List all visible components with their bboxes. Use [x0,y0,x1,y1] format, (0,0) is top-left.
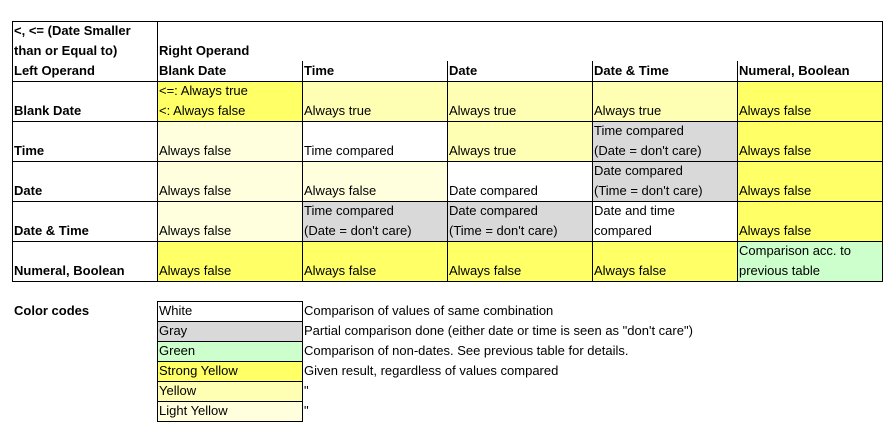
table-cell [447,241,592,281]
grid-line [12,21,883,22]
table-cell [592,81,737,121]
grid-line [447,61,448,282]
table-cell [737,161,882,201]
cell-text-line: (Time = don't care) [449,223,558,238]
table-cell [447,161,592,201]
column-header: Date [449,63,478,78]
cell-text-line: Comparison acc. to [739,243,851,258]
cell-text-line: Always false [594,263,667,278]
cell-text-line: Always false [159,223,232,238]
cell-text-line: Always true [449,143,517,158]
row-label: Date & Time [14,223,89,238]
cell-text-line: (Time = don't care) [594,183,703,198]
legend-description: Comparison of non-dates. See previous table for details. [304,343,629,358]
right-operand-header: Right Operand [159,43,250,58]
grid-line [12,241,883,242]
column-header: Numeral, Boolean [739,63,850,78]
cell-text-line: Always false [739,183,812,198]
legend-swatch: Gray [157,321,302,341]
cell-text-line: Always false [304,183,377,198]
row-label: Blank Date [14,103,82,118]
legend-line [157,301,158,422]
grid-line [592,61,593,282]
table-cell [592,121,737,161]
table-title [12,21,157,61]
cell-text-line: <: Always false [159,103,246,118]
grid-line [12,21,13,282]
cell-text-line: <=: Always true [159,83,248,98]
cell-text-line: Date compared [449,203,538,218]
row-label: Time [14,143,45,158]
table-cell [447,81,592,121]
cell-text-line: Always false [159,143,232,158]
legend-line [157,361,303,362]
column-header: Date & Time [594,63,669,78]
table-cell [592,241,737,281]
column-header: Time [304,63,335,78]
left-operand-header: Left Operand [14,63,95,78]
grid-line [737,61,738,282]
table-title-line-2: than or Equal to) [14,43,118,58]
table-cell [157,121,302,161]
cell-text-line: previous table [739,263,820,278]
cell-text-line: Always false [739,223,812,238]
table-cell [157,201,302,241]
cell-text-line: Date and time [594,203,675,218]
legend-swatch: Light Yellow [157,401,302,421]
table-cell [737,81,882,121]
cell-text-line: Always false [449,263,522,278]
table-cell [447,201,592,241]
table-cell [302,161,447,201]
legend-line [157,421,303,422]
table-cell [302,241,447,281]
grid-line [12,121,883,122]
column-header: Blank Date [159,63,227,78]
table-cell [302,201,447,241]
cell-text-line: Always true [449,103,517,118]
cell-text-line: Always false [159,263,232,278]
legend-description: Given result, regardless of values compared [304,363,559,378]
legend-line [157,401,303,402]
cell-text-line: (Date = don't care) [304,223,412,238]
grid-line [302,61,303,282]
table-cell [737,121,882,161]
cell-text-line: Always false [159,183,232,198]
legend-description: " [304,383,309,398]
cell-text-line: Always true [594,103,662,118]
cell-text-line: Always true [304,103,372,118]
legend-line [157,381,303,382]
table-cell [157,81,302,121]
legend-line [157,301,303,302]
table-cell [302,81,447,121]
table-cell [157,241,302,281]
table-cell [447,121,592,161]
grid-line [882,21,883,282]
table-title-line-1: <, <= (Date Smaller [14,23,131,38]
legend-swatch: Green [157,341,302,361]
legend-description: Partial comparison done (either date or time is seen as "don't care") [304,323,693,338]
row-label: Numeral, Boolean [14,263,125,278]
legend-title: Color codes [14,303,90,318]
grid-line [12,161,883,162]
legend-description: Comparison of values of same combination [304,303,554,318]
row-label: Date [14,183,43,198]
grid-line [157,21,158,282]
legend-swatch: Yellow [157,381,302,401]
table-cell [592,161,737,201]
cell-text-line: Always false [739,143,812,158]
legend-line [302,301,303,422]
cell-text-line: compared [594,223,652,238]
table-cell [302,121,447,161]
table-cell [737,241,882,281]
cell-text-line: Always false [739,103,812,118]
cell-text-line: Time compared [304,143,394,158]
legend-line [157,321,303,322]
legend-swatch: Strong Yellow [157,361,302,381]
legend-description: " [304,403,309,418]
legend-swatch: White [157,301,302,321]
cell-text-line: Date compared [449,183,538,198]
legend-line [157,341,303,342]
cell-text-line: Date compared [594,163,683,178]
grid-line [12,201,883,202]
cell-text-line: Time compared [594,123,684,138]
cell-text-line: Always false [304,263,377,278]
table-cell [737,201,882,241]
cell-text-line: Time compared [304,203,394,218]
cell-text-line: (Date = don't care) [594,143,702,158]
table-cell [592,201,737,241]
table-cell [157,161,302,201]
